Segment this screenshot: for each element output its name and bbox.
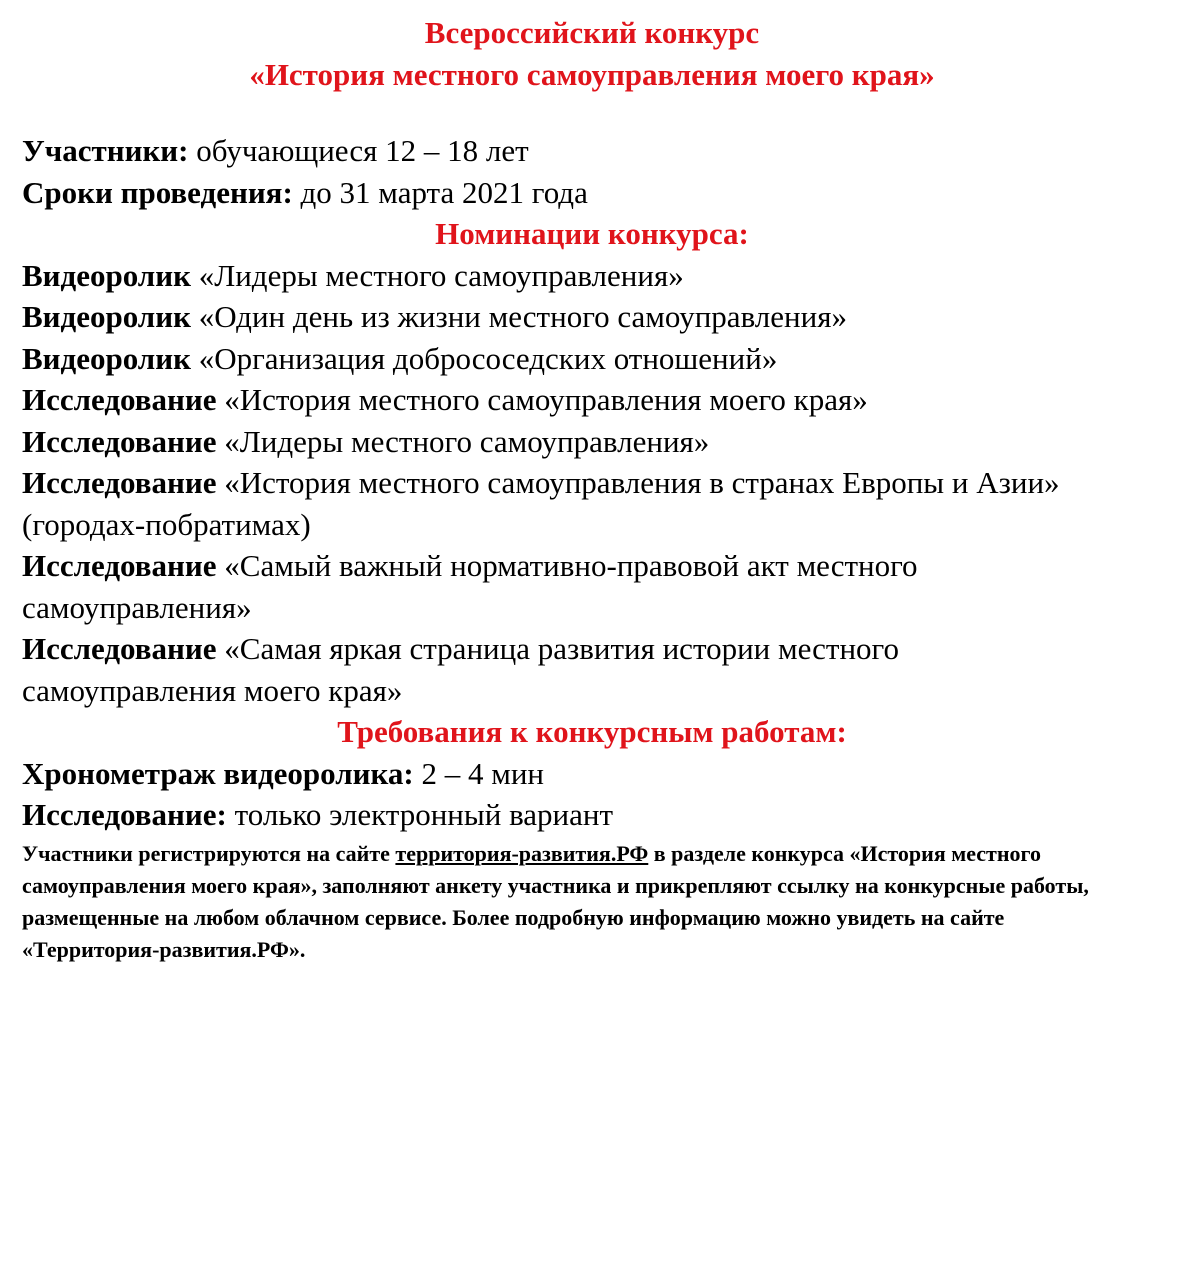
contest-title: Всероссийский конкурс	[424, 15, 760, 50]
registration-note	[22, 838, 1142, 966]
nomination-text: «Лидеры местного самоуправления»	[198, 257, 684, 293]
participants-label: Участники:	[22, 133, 189, 168]
site-link[interactable]: территория-развития.РФ	[395, 840, 649, 866]
contest-subtitle: «История местного самоуправления моего края»	[249, 57, 935, 92]
nomination-type: Исследование	[22, 382, 217, 417]
nomination-type: Исследование	[22, 548, 217, 583]
nomination-item	[22, 338, 1162, 380]
video-duration-label: Хронометраж видеоролика:	[22, 755, 414, 791]
nomination-text: «История местного самоуправления моего края»	[224, 382, 868, 417]
nomination-type: Исследование	[22, 465, 217, 500]
nomination-item	[22, 462, 1102, 545]
nomination-type: Видеоролик	[22, 257, 191, 293]
nomination-item	[22, 545, 1102, 628]
research-format-value: только электронный вариант	[234, 797, 614, 832]
participants-value: обучающиеся 12 – 18 лет	[196, 133, 529, 168]
nomination-item	[22, 628, 1102, 711]
nomination-text: «Самая яркая страница развития истории местного самоуправления моего края»	[22, 631, 899, 708]
dates-label: Сроки проведения:	[22, 174, 293, 210]
nomination-text: «Организация добрососедских отношений»	[198, 340, 778, 376]
document	[22, 12, 1162, 966]
nomination-type: Исследование	[22, 631, 217, 666]
nomination-text: «Лидеры местного самоуправления»	[224, 423, 710, 459]
dates-value: до 31 марта 2021 года	[300, 174, 588, 210]
nomination-text: «История местного самоуправления в странах Европы и Азии» (городах-побратимах)	[22, 465, 1060, 542]
nomination-text: «Самый важный нормативно-правовой акт местного самоуправления»	[22, 548, 918, 625]
participants-line	[22, 130, 1162, 172]
nomination-item	[22, 255, 1162, 297]
nomination-type: Видеоролик	[22, 340, 191, 376]
nomination-item	[22, 421, 1162, 463]
video-duration-line	[22, 753, 1162, 795]
requirements-heading: Требования к конкурсным работам:	[337, 714, 847, 749]
nomination-type: Исследование	[22, 423, 217, 459]
nominations-heading: Номинации конкурса:	[435, 216, 749, 251]
nomination-item	[22, 379, 1162, 421]
research-format-label: Исследование:	[22, 797, 227, 832]
nomination-text: «Один день из жизни местного самоуправления»	[198, 299, 847, 334]
note-text-end: в разделе конкурса «История местного самоуправления моего края», заполняют анкету участника и прикрепляют ссылку на конкурсные работы, размещенные на любом облачном сервисе. Более подробную информацию можно увидеть на сайте «Территория-развития.РФ».	[22, 840, 1089, 962]
nomination-item	[22, 296, 1162, 338]
dates-line	[22, 172, 1162, 214]
nomination-type: Видеоролик	[22, 299, 191, 334]
research-format-line	[22, 794, 1162, 836]
note-text-start: Участники регистрируются на сайте	[22, 840, 390, 866]
video-duration-value: 2 – 4 мин	[421, 755, 544, 791]
